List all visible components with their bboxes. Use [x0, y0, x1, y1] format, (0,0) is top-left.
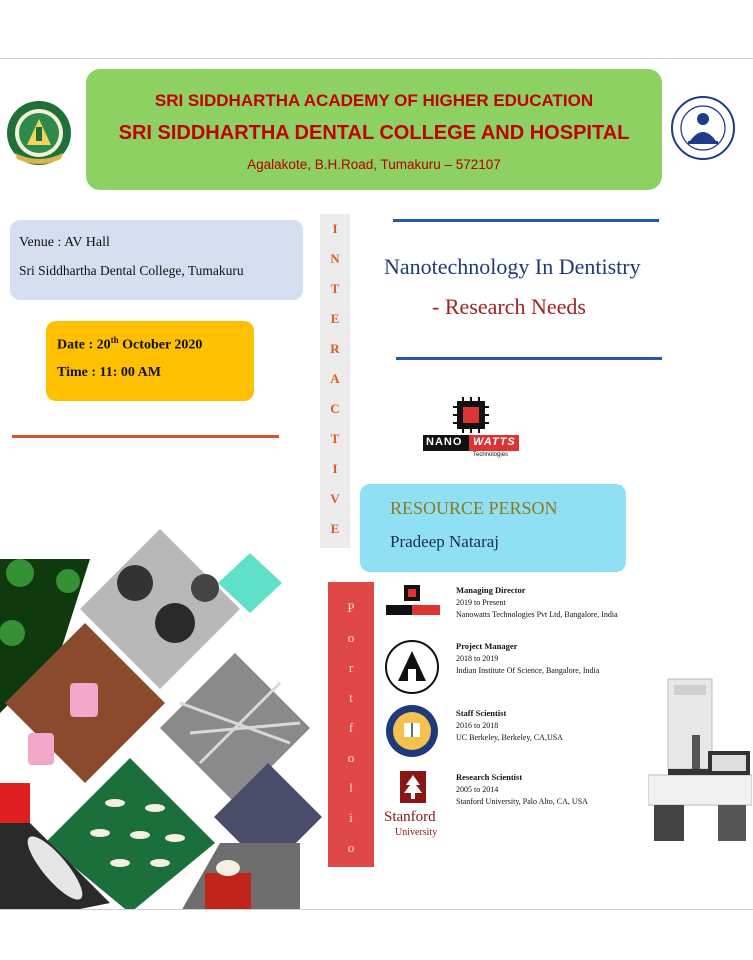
venue-hall: Venue : AV Hall — [19, 235, 110, 250]
resource-person-name: Pradeep Nataraj — [390, 532, 500, 551]
experience-years: 2018 to 2019 — [456, 654, 499, 663]
portfolio-letter: P — [347, 600, 355, 615]
resource-person-box — [360, 484, 626, 572]
watts-text: WATTS — [473, 436, 516, 448]
electron-microscope-image — [648, 675, 752, 845]
portfolio-vertical-label — [328, 582, 374, 867]
stanford-university-text: University — [395, 827, 438, 838]
experience-role: Project Manager — [456, 641, 518, 651]
experience-years: 2005 to 2014 — [456, 785, 499, 794]
interactive-letter: N — [330, 251, 340, 266]
resource-person-heading: RESOURCE PERSON — [390, 498, 558, 518]
venue-box — [10, 220, 303, 300]
experience-role: Research Scientist — [456, 772, 523, 782]
portfolio-letter: o — [347, 630, 355, 645]
interactive-letter: V — [330, 491, 340, 506]
event-date — [57, 335, 202, 354]
header-banner — [86, 69, 662, 190]
interactive-letter: T — [330, 281, 340, 296]
college-seal-logo — [670, 95, 736, 161]
experience-role: Staff Scientist — [456, 708, 507, 718]
divider-line — [12, 435, 279, 438]
nano-text: NANO — [426, 436, 463, 448]
date-time-box — [46, 321, 254, 401]
experience-years: 2019 to Present — [456, 598, 506, 607]
experience-org: Indian Institute Of Science, Bangalore, India — [456, 666, 600, 675]
experience-org: Stanford University, Palo Alto, CA, USA — [456, 797, 588, 806]
interactive-letter: I — [332, 221, 338, 236]
portfolio-letter: f — [348, 720, 354, 735]
date-month-year: October 2020 — [118, 337, 203, 353]
technologies-text: Technologies — [473, 452, 509, 458]
experience-org: Nanowatts Technologies Pvt Ltd, Bangalore, India — [456, 610, 618, 619]
event-time: Time : 11: 00 AM — [57, 365, 161, 380]
uc-berkeley-seal-logo — [384, 703, 440, 759]
experience-org: UC Berkeley, Berkeley, CA,USA — [456, 733, 563, 742]
academy-name: SRI SIDDHARTHA ACADEMY OF HIGHER EDUCATION — [154, 91, 594, 110]
interactive-letter: T — [330, 431, 340, 446]
venue-location: Sri Siddhartha Dental College, Tumakuru — [19, 263, 244, 278]
portfolio-letter: t — [349, 690, 353, 705]
interactive-letter: E — [330, 311, 340, 326]
academy-seal-logo — [5, 99, 73, 167]
portfolio-letter: i — [349, 810, 353, 825]
portfolio-letter: o — [347, 750, 355, 765]
portfolio-letter: r — [348, 660, 354, 675]
interactive-letter: C — [330, 401, 340, 416]
interactive-letter: A — [330, 371, 340, 386]
nanowatts-small-logo — [384, 583, 442, 625]
talk-subtitle: - Research Needs — [432, 294, 586, 319]
college-name: SRI SIDDHARTHA DENTAL COLLEGE AND HOSPITAL — [118, 122, 630, 144]
experience-years: 2016 to 2018 — [456, 721, 499, 730]
interactive-letter: R — [330, 341, 340, 356]
interactive-letter: E — [330, 521, 340, 536]
title-bottom-rule — [396, 357, 662, 360]
poster — [0, 58, 753, 910]
interactive-letter: I — [332, 461, 338, 476]
college-address: Agalakote, B.H.Road, Tumakuru – 572107 — [247, 157, 501, 172]
experience-role: Managing Director — [456, 585, 526, 595]
portfolio-letter: o — [347, 840, 355, 855]
experience-entry — [456, 707, 563, 744]
experience-entry — [456, 584, 618, 621]
stanford-wordmark: Stanford — [384, 809, 436, 825]
image-collage — [0, 463, 330, 910]
talk-title: Nanotechnology In Dentistry — [384, 254, 641, 279]
iisc-logo — [384, 639, 440, 695]
stanford-tree-icon — [398, 769, 428, 809]
nanowatts-logo — [423, 397, 519, 463]
date-suffix-sup: th — [110, 335, 119, 345]
experience-entry — [456, 771, 588, 808]
portfolio-letter: l — [349, 780, 353, 795]
date-prefix: Date : 20 — [57, 337, 111, 353]
title-top-rule — [393, 219, 659, 222]
experience-entry — [456, 640, 599, 677]
